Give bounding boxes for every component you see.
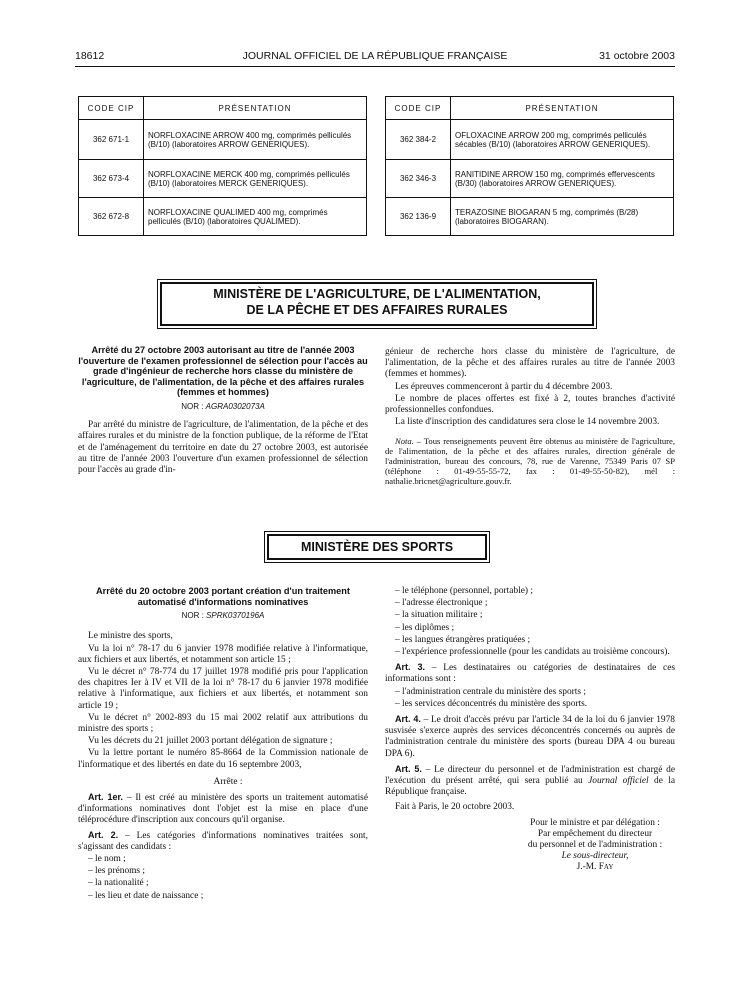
cip-code: 362 672-8: [79, 198, 144, 236]
cip-code: 362 346-3: [386, 160, 451, 198]
cip-code: 362 384-2: [386, 120, 451, 160]
ministry-sports-heading: [267, 534, 487, 560]
article-4-text: – Le droit d'accès prévu par l'article 34 de la loi du 6 janvier 1978 susvisée s'exerce auprès des services déconcentrés concernés ou auprès de l'administration centrale du ministère des sports (bureau DPA 4 ou bureau DPA 6).: [385, 715, 675, 759]
cip-presentation: RANITIDINE ARROW 150 mg, comprimés effervescents (B/30) (laboratoires ARROW GENERIQUES).: [451, 160, 674, 198]
cip-code: 362 136-9: [386, 198, 451, 236]
list-item: – l'adresse électronique ;: [395, 598, 488, 609]
nor-reference: [78, 401, 368, 412]
sports-column-right: [385, 586, 675, 874]
paragraph: La liste d'inscription des candidatures sera close le 14 novembre 2003.: [395, 417, 660, 428]
agri-column-right: [385, 347, 675, 487]
arrete-sports-title: Arrêté du 20 octobre 2003 portant création d'un traitement automatisé d'informations nominatives: [96, 586, 350, 607]
cip-table-right: [385, 96, 674, 236]
list-item: – la situation militaire ;: [395, 610, 483, 621]
journal-reference: Journal officiel: [588, 776, 649, 787]
col-presentation-header: PRÉSENTATION: [144, 97, 367, 120]
nor-code: AGRA0302073A: [205, 401, 265, 411]
article-1: [78, 792, 368, 827]
article-2: [78, 830, 368, 853]
cip-presentation: OFLOXACINE ARROW 200 mg, comprimés pelliculés sécables (B/10) (laboratoires ARROW GENERIQUES).: [451, 120, 674, 160]
signature-block: [385, 818, 675, 874]
sports-column-left: [78, 586, 368, 903]
paragraph: Vu la lettre portant le numéro 85-8664 de la Commission nationale de l'informatique et des libertés en date du 16 septembre 2003,: [78, 748, 368, 770]
list-item: – les lieu et date de naissance ;: [88, 890, 204, 901]
paragraph: Vu le décret n° 2002-893 du 15 mai 2002 relatif aux attributions du ministre des sports ;: [78, 712, 368, 735]
nota-note: [385, 436, 675, 486]
list-item: – la nationalité ;: [88, 878, 149, 889]
page-date: 31 octobre 2003: [599, 50, 675, 62]
nota-text: – Tous renseignements peuvent être obtenus au ministère de l'agriculture, de l'alimentation, de la pêche et des affaires rurales, direction générale de l'administration, bureau des concours, 78, rue de Varenne, 75349 Paris 07 SP (téléphone : 01-49-55-55-72, fax : 01-49-55-50-82), mél : nathalie.bricnet@agriculture.gouv.fr.: [385, 436, 676, 487]
signature-line: du personnel et de l'administration :: [527, 840, 663, 851]
paragraph: Vu le décret n° 78-774 du 17 juillet 1978 modifié pris pour l'application des chapitres Ier à IV et VII de la loi n° 78-17 du 6 janvier 1978 modifiée relative à l'informatique, aux fichiers et aux libertés, et notamment son article 19 ;: [78, 667, 368, 711]
article-3-text: – Les destinataires ou catégories de destinataires de ces informations sont :: [385, 663, 676, 685]
signature-title: Le sous-directeur,: [561, 851, 629, 862]
article-4-label: Art. 4.: [395, 714, 421, 725]
paragraph: Le nombre de places offertes est fixé à 2, toutes branches d'activité professionnelles confondues.: [385, 393, 675, 416]
ministry-agriculture-line2: DE LA PÊCHE ET DES AFFAIRES RURALES: [246, 303, 508, 317]
list-item: – les diplômes ;: [395, 622, 455, 633]
article-5-label: Art. 5.: [395, 763, 422, 774]
list-item: – le téléphone (personnel, portable) ;: [395, 586, 533, 596]
article-3: [385, 662, 675, 685]
nor-reference: [78, 610, 368, 621]
article-5-text-end: de la République française.: [385, 776, 675, 798]
list-item: – l'administration centrale du ministère des sports ;: [395, 686, 586, 697]
col-code-header: CODE CIP: [386, 97, 451, 120]
ministry-agriculture-heading: [160, 282, 594, 326]
nor-label: NOR :: [181, 401, 204, 411]
article-3-label: Art. 3.: [395, 662, 425, 673]
ministry-agriculture-line1: MINISTÈRE DE L'AGRICULTURE, DE L'ALIMENTATION,: [213, 287, 541, 301]
nor-label: NOR :: [181, 611, 204, 621]
arrete-agri-title: Arrêté du 27 octobre 2003 autorisant au titre de l'année 2003 l'ouverture de l'examen professionnel de sélection pour l'accès au grade d'ingénieur de recherche hors classe du ministère de l'agriculture, de l'alimentation, de la pêche et des affaires rurales (femmes et hommes): [78, 345, 368, 398]
arrete-label: Arrête :: [213, 776, 243, 787]
paragraph: Par arrêté du ministre de l'agriculture, de l'alimentation, de la pêche et des affaires rurales et du ministre de la fonction publique, de la réforme de l'Etat et de l'aménagement du territoire en date du 27 octobre 2003, est autorisée au titre de l'année 2003 l'ouverture d'un examen professionnel de sélection pour l'accès au grade d'in-: [78, 420, 368, 475]
page-number: 18612: [75, 50, 105, 62]
paragraph: Le ministre des sports,: [88, 631, 173, 642]
nota-label: Nota.: [395, 436, 414, 447]
article-4: [385, 714, 675, 760]
list-item: – les langues étrangères pratiquées ;: [395, 634, 531, 645]
signature-line: Pour le ministre et par délégation :: [530, 817, 660, 828]
signatory-name: J.-M. Fay: [576, 862, 614, 873]
article-5-text: – Le directeur du personnel et de l'administration est chargé de l'exécution du présent arrêté, qui sera publié au: [385, 764, 675, 787]
ministry-sports-title: MINISTÈRE DES SPORTS: [300, 540, 454, 554]
cip-code: 362 671-1: [79, 120, 144, 160]
nor-code: SPRK0370196A: [206, 611, 265, 621]
cip-presentation: NORFLOXACINE QUALIMED 400 mg, comprimés pelliculés (B/10) (laboratoires QUALIMED).: [144, 198, 367, 236]
paragraph: Les épreuves commenceront à partir du 4 décembre 2003.: [395, 381, 613, 392]
paragraph: Vu la loi n° 78-17 du 6 janvier 1978 modifiée relative à l'informatique, aux fichiers et aux libertés, et notamment son article 15 ;: [78, 643, 368, 665]
list-item: – les services déconcentrés du ministère des sports.: [395, 698, 588, 709]
signature-line: Par empêchement du directeur: [537, 828, 653, 839]
article-5: [385, 764, 675, 799]
cip-presentation: NORFLOXACINE MERCK 400 mg, comprimés pelliculés (B/10) (laboratoires MERCK GENERIQUES).: [144, 160, 367, 198]
article-2-label: Art. 2.: [88, 829, 119, 840]
col-presentation-header: PRÉSENTATION: [451, 97, 674, 120]
agri-column-left: [78, 345, 368, 477]
header-rule: [75, 66, 675, 67]
article-2-text: – Les catégories d'informations nominatives traitées sont, s'agissant des candidats :: [78, 830, 368, 852]
list-item: – le nom ;: [88, 854, 126, 865]
done-at: Fait à Paris, le 20 octobre 2003.: [395, 802, 515, 813]
cip-presentation: NORFLOXACINE ARROW 400 mg, comprimés pelliculés (B/10) (laboratoires ARROW GENERIQUES).: [144, 120, 367, 160]
list-item: – les prénoms ;: [88, 866, 146, 877]
cip-presentation: TERAZOSINE BIOGARAN 5 mg, comprimés (B/28) (laboratoires BIOGARAN).: [451, 198, 674, 236]
paragraph: Vu les décrets du 21 juillet 2003 portant délégation de signature ;: [88, 736, 333, 747]
cip-code: 362 673-4: [79, 160, 144, 198]
paragraph: génieur de recherche hors classe du ministère de l'agriculture, de l'alimentation, de la pêche et des affaires rurales au titre de l'année 2003 (femmes et hommes).: [385, 347, 675, 380]
article-1-label: Art. 1er.: [88, 792, 123, 803]
col-code-header: CODE CIP: [79, 97, 144, 120]
journal-title: JOURNAL OFFICIEL DE LA RÉPUBLIQUE FRANÇAISE: [242, 50, 508, 62]
list-item: – l'expérience professionnelle (pour les candidats au troisième concours).: [395, 647, 670, 658]
article-1-text: – Il est créé au ministère des sports un traitement automatisé d'informations nominatives dont l'objet est la mise en place d'une téléprocédure d'inscription aux concours qu'il organise.: [78, 793, 368, 826]
cip-table-left: [78, 96, 367, 236]
